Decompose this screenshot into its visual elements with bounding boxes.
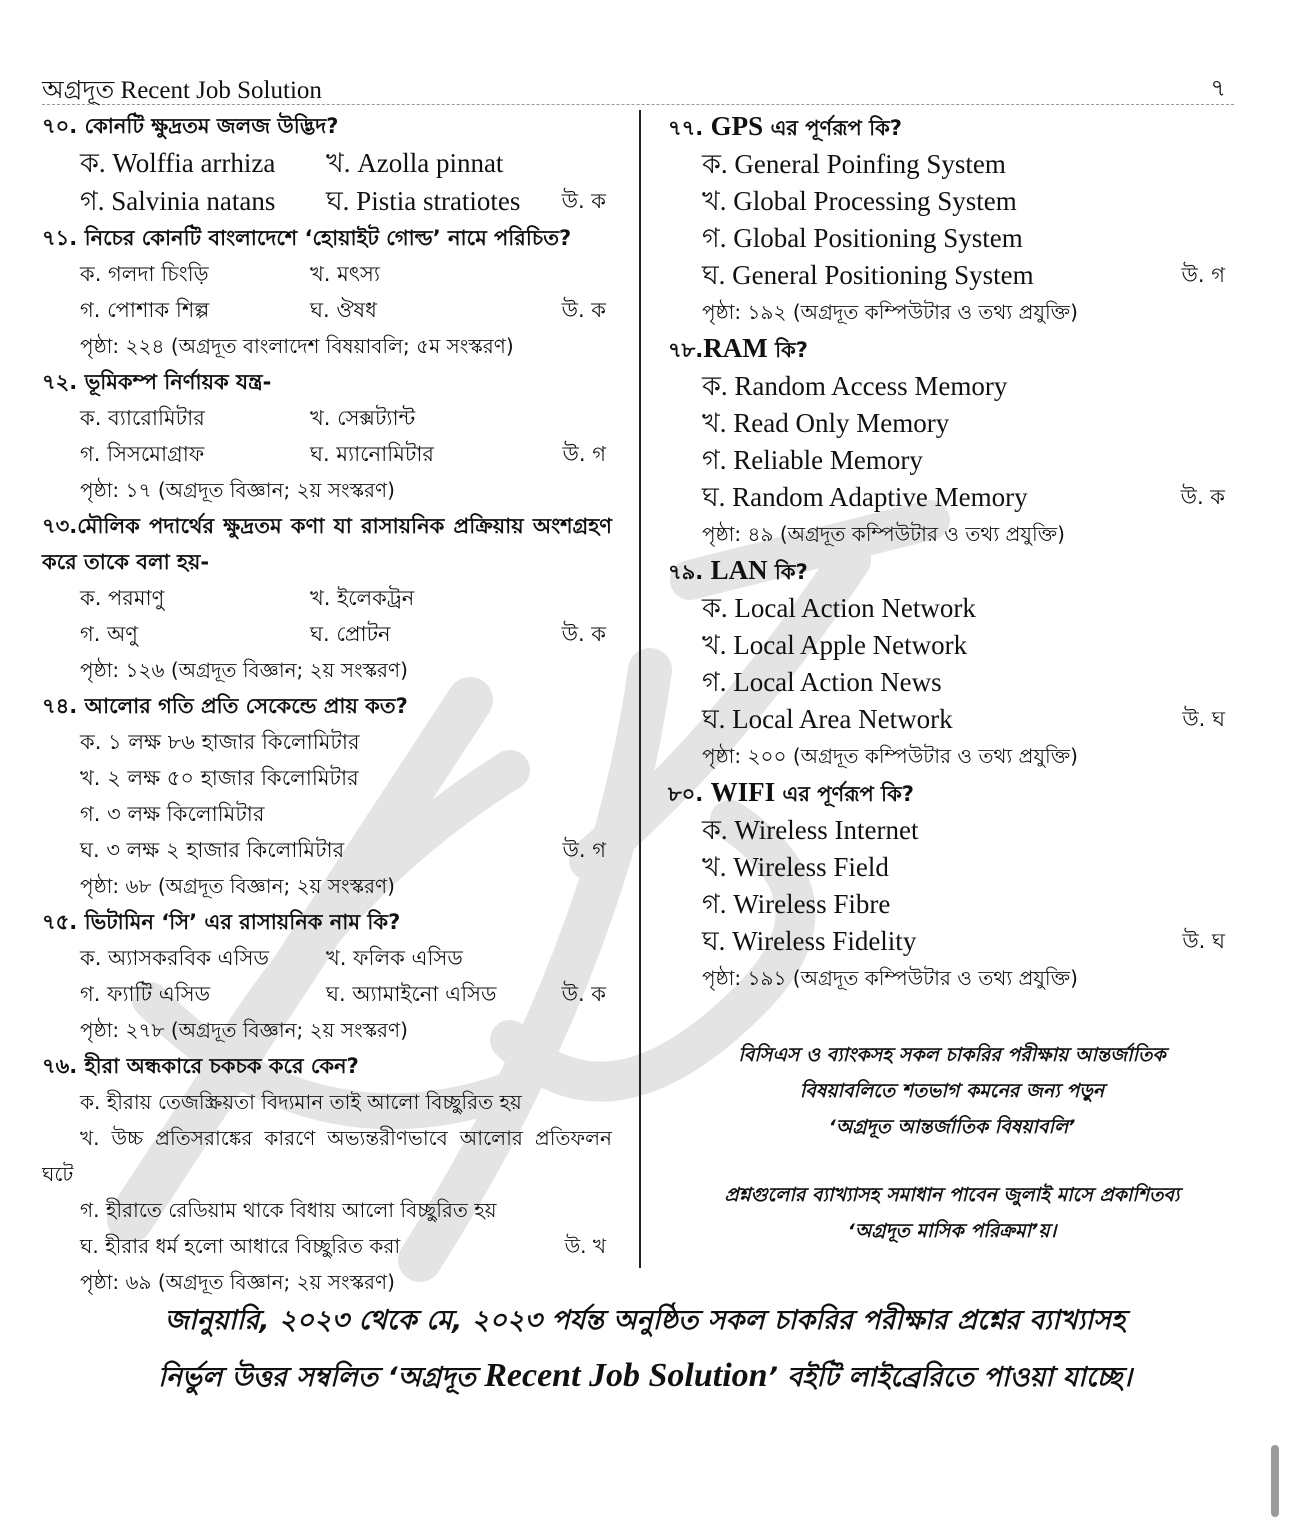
question-71 <box>42 220 612 364</box>
question-73 <box>42 508 612 688</box>
question-78 <box>668 330 1233 552</box>
question-number: ৭৯. <box>668 560 704 584</box>
page-reference: পৃষ্ঠা: ২২৪ (অগ্রদূত বাংলাদেশ বিষয়াবলি; ৫ম সংস্করণ) <box>80 334 514 358</box>
answer: উ. খ <box>564 1234 606 1258</box>
page-reference: পৃষ্ঠা: ৬৮ (অগ্রদূত বিজ্ঞান; ২য় সংস্করণ) <box>80 874 395 898</box>
option-d: ঘ. Wireless Fidelity <box>702 926 917 956</box>
page-number: ৭ <box>1210 74 1226 102</box>
page-reference: পৃষ্ঠা: ২৭৮ (অগ্রদূত বিজ্ঞান; ২য় সংস্করণ) <box>80 1018 408 1042</box>
option-a: ক. General Poinfing System <box>702 149 1006 179</box>
question-title: ৭০. কোনটি ক্ষুদ্রতম জলজ উদ্ভিদ? <box>42 114 339 138</box>
answer: উ. গ <box>1181 263 1225 287</box>
option-d: ঘ. ম্যানোমিটার <box>310 442 434 466</box>
page-reference: পৃষ্ঠা: ১৯১ (অগ্রদূত কম্পিউটার ও তথ্য প্রযুক্তি) <box>702 966 1078 990</box>
option-d: ঘ. হীরার ধর্ম হলো আধারে বিচ্ছুরিত করা <box>80 1234 401 1258</box>
answer: উ. ঘ <box>1182 707 1225 731</box>
question-title: ৭১. নিচের কোনটি বাংলাদেশে ‘হোয়াইট গোল্ড’ নামে পরিচিত? <box>42 226 572 250</box>
option-b: খ. ইলেকট্রন <box>310 586 415 610</box>
option-c: গ. পোশাক শিল্প <box>80 298 210 322</box>
question-80 <box>668 774 1233 996</box>
option-c: গ. হীরাতে রেডিয়াম থাকে বিধায় আলো বিচ্ছুরিত হয় <box>80 1198 497 1222</box>
left-column <box>42 108 612 1300</box>
option-c: গ. ৩ লক্ষ কিলোমিটার <box>80 802 265 826</box>
footer-line-1: জানুয়ারি, ২০২৩ থেকে মে, ২০২৩ পর্যন্ত অনুষ্ঠিত সকল চাকরির পরীক্ষার প্রশ্নের ব্যাখ্যাসহ <box>164 1305 1126 1336</box>
option-b: খ. Global Processing System <box>702 186 1017 216</box>
option-d: ঘ. Pistia stratiotes <box>326 186 521 216</box>
page-reference: পৃষ্ঠা: ৬৯ (অগ্রদূত বিজ্ঞান; ২য় সংস্করণ) <box>80 1270 395 1294</box>
question-acronym: WIFI <box>710 777 776 807</box>
option-b: খ. Wireless Field <box>702 852 889 882</box>
page-reference: পৃষ্ঠা: ১২৬ (অগ্রদূত বিজ্ঞান; ২য় সংস্করণ) <box>80 658 408 682</box>
option-a: ক. হীরায় তেজস্ক্রিয়তা বিদ্যমান তাই আলো বিচ্ছুরিত হয় <box>80 1090 522 1114</box>
footer-advertisement <box>60 1293 1230 1405</box>
option-c: গ. Salvinia natans <box>80 186 276 216</box>
option-a: ক. পরমাণু <box>80 586 165 610</box>
promo-line: ‘অগ্রদূত আন্তর্জাতিক বিষয়াবলি’ <box>828 1116 1076 1138</box>
option-c: গ. Reliable Memory <box>702 445 923 475</box>
footer-line-2 <box>60 1348 1230 1405</box>
option-d: ঘ. General Positioning System <box>702 260 1034 290</box>
answer: উ. ক <box>1180 485 1225 509</box>
question-text: এর পূর্ণরূপ কি? <box>782 782 914 806</box>
option-d: ঘ. Local Area Network <box>702 704 953 734</box>
question-acronym: RAM <box>703 333 768 363</box>
option-b: খ. ফলিক এসিড <box>326 946 463 970</box>
page-reference: পৃষ্ঠা: ১৭ (অগ্রদূত বিজ্ঞান; ২য় সংস্করণ) <box>80 478 395 502</box>
option-b: খ. মৎস্য <box>310 262 380 286</box>
option-d: ঘ. ঔষধ <box>310 298 377 322</box>
question-79 <box>668 552 1233 774</box>
question-75 <box>42 904 612 1048</box>
question-text: কি? <box>774 560 808 584</box>
option-a: ক. ১ লক্ষ ৮৬ হাজার কিলোমিটার <box>80 730 360 754</box>
answer: উ. গ <box>562 838 606 862</box>
page-reference: পৃষ্ঠা: ৪৯ (অগ্রদূত কম্পিউটার ও তথ্য প্রযুক্তি) <box>702 522 1065 546</box>
option-c: গ. অণু <box>80 622 138 646</box>
option-a: ক. Local Action Network <box>702 593 976 623</box>
footer-text: ’ বইটি লাইব্রেরিতে পাওয়া যাচ্ছে। <box>767 1362 1132 1393</box>
option-a: ক. Random Access Memory <box>702 371 1008 401</box>
answer: উ. ক <box>561 298 606 322</box>
option-b: খ. ২ লক্ষ ৫০ হাজার কিলোমিটার <box>80 766 359 790</box>
question-title: ৭২. ভূমিকম্প নির্ণায়ক যন্ত্র- <box>42 370 272 394</box>
option-b: খ. Azolla pinnat <box>326 148 504 178</box>
question-70 <box>42 108 612 220</box>
option-d: ঘ. অ্যামাইনো এসিড <box>326 982 497 1006</box>
question-74 <box>42 688 612 904</box>
answer: উ. ঘ <box>1182 929 1225 953</box>
question-text: কি? <box>775 338 808 362</box>
option-d: ঘ. Random Adaptive Memory <box>702 482 1028 512</box>
scrollbar[interactable] <box>1271 1445 1279 1517</box>
option-d: ঘ. প্রোটন <box>310 622 391 646</box>
footer-text: নির্ভুল উত্তর সম্বলিত ‘অগ্রদূত <box>158 1362 476 1393</box>
option-a: ক. ব্যারোমিটার <box>80 406 205 430</box>
option-a: ক. Wireless Internet <box>702 815 919 845</box>
page-header <box>42 70 1234 105</box>
option-b: খ. সেক্সট্যান্ট <box>310 406 416 430</box>
option-c: গ. Global Positioning System <box>702 223 1023 253</box>
option-a: ক. Wolffia arrhiza <box>80 148 276 178</box>
question-77 <box>668 108 1233 330</box>
question-76 <box>42 1048 612 1300</box>
option-d: ঘ. ৩ লক্ষ ২ হাজার কিলোমিটার <box>80 838 345 862</box>
promo-line: বিষয়াবলিতে শতভাগ কমনের জন্য পড়ুন <box>799 1080 1105 1102</box>
question-title: ৭৩.মৌলিক পদার্থের ক্ষুদ্রতম কণা যা রাসায়নিক প্রক্রিয়ায় অংশগ্রহণ করে তাকে বলা হয়- <box>42 514 612 574</box>
book-title: অগ্রদূত Recent Job Solution <box>42 77 322 104</box>
page-reference: পৃষ্ঠা: ২০০ (অগ্রদূত কম্পিউটার ও তথ্য প্রযুক্তি) <box>702 744 1078 768</box>
option-b: খ. Read Only Memory <box>702 408 950 438</box>
option-b: খ. উচ্চ প্রতিসরাঙ্কের কারণে অভ্যন্তরীণভাবে আলোর প্রতিফলন ঘটে <box>42 1126 612 1186</box>
question-title: ৭৬. হীরা অন্ধকারে চকচক করে কেন? <box>42 1054 359 1078</box>
promo-monthly-magazine <box>672 1177 1232 1249</box>
answer: উ. গ <box>562 442 606 466</box>
option-c: গ. ফ্যাটি এসিড <box>80 982 211 1006</box>
option-c: গ. Wireless Fibre <box>702 889 891 919</box>
promo-line: বিসিএস ও ব্যাংকসহ সকল চাকরির পরীক্ষায় আন্তর্জাতিক <box>738 1044 1166 1066</box>
question-text: এর পূর্ণরূপ কি? <box>770 116 902 140</box>
question-acronym: LAN <box>710 555 768 585</box>
answer: উ. ক <box>561 982 606 1006</box>
option-c: গ. Local Action News <box>702 667 942 697</box>
option-b: খ. Local Apple Network <box>702 630 968 660</box>
question-72 <box>42 364 612 508</box>
option-a: ক. অ্যাসকরবিক এসিড <box>80 946 269 970</box>
right-column <box>668 108 1233 996</box>
footer-book-name: Recent Job Solution <box>475 1357 768 1394</box>
answer: উ. ক <box>561 622 606 646</box>
promo-line: ‘অগ্রদূত মাসিক পরিক্রমা’য়। <box>847 1220 1057 1242</box>
question-title: ৭৫. ভিটামিন ‘সি’ এর রাসায়নিক নাম কি? <box>42 910 401 934</box>
answer: উ. ক <box>561 189 606 213</box>
question-number: ৮০. <box>668 782 704 806</box>
option-c: গ. সিসমোগ্রাফ <box>80 442 205 466</box>
column-divider <box>639 110 641 1268</box>
promo-international-affairs <box>672 1037 1232 1145</box>
question-title: ৭৪. আলোর গতি প্রতি সেকেন্ডে প্রায় কত? <box>42 694 408 718</box>
option-a: ক. গলদা চিংড়ি <box>80 262 209 286</box>
question-acronym: GPS <box>710 111 764 141</box>
question-number: ৭৭. <box>668 116 704 140</box>
promo-line: প্রশ্নগুলোর ব্যাখ্যাসহ সমাধান পাবেন জুলাই মাসে প্রকাশিতব্য <box>724 1184 1180 1206</box>
question-number: ৭৮. <box>668 338 704 362</box>
page-reference: পৃষ্ঠা: ১৯২ (অগ্রদূত কম্পিউটার ও তথ্য প্রযুক্তি) <box>702 300 1078 324</box>
